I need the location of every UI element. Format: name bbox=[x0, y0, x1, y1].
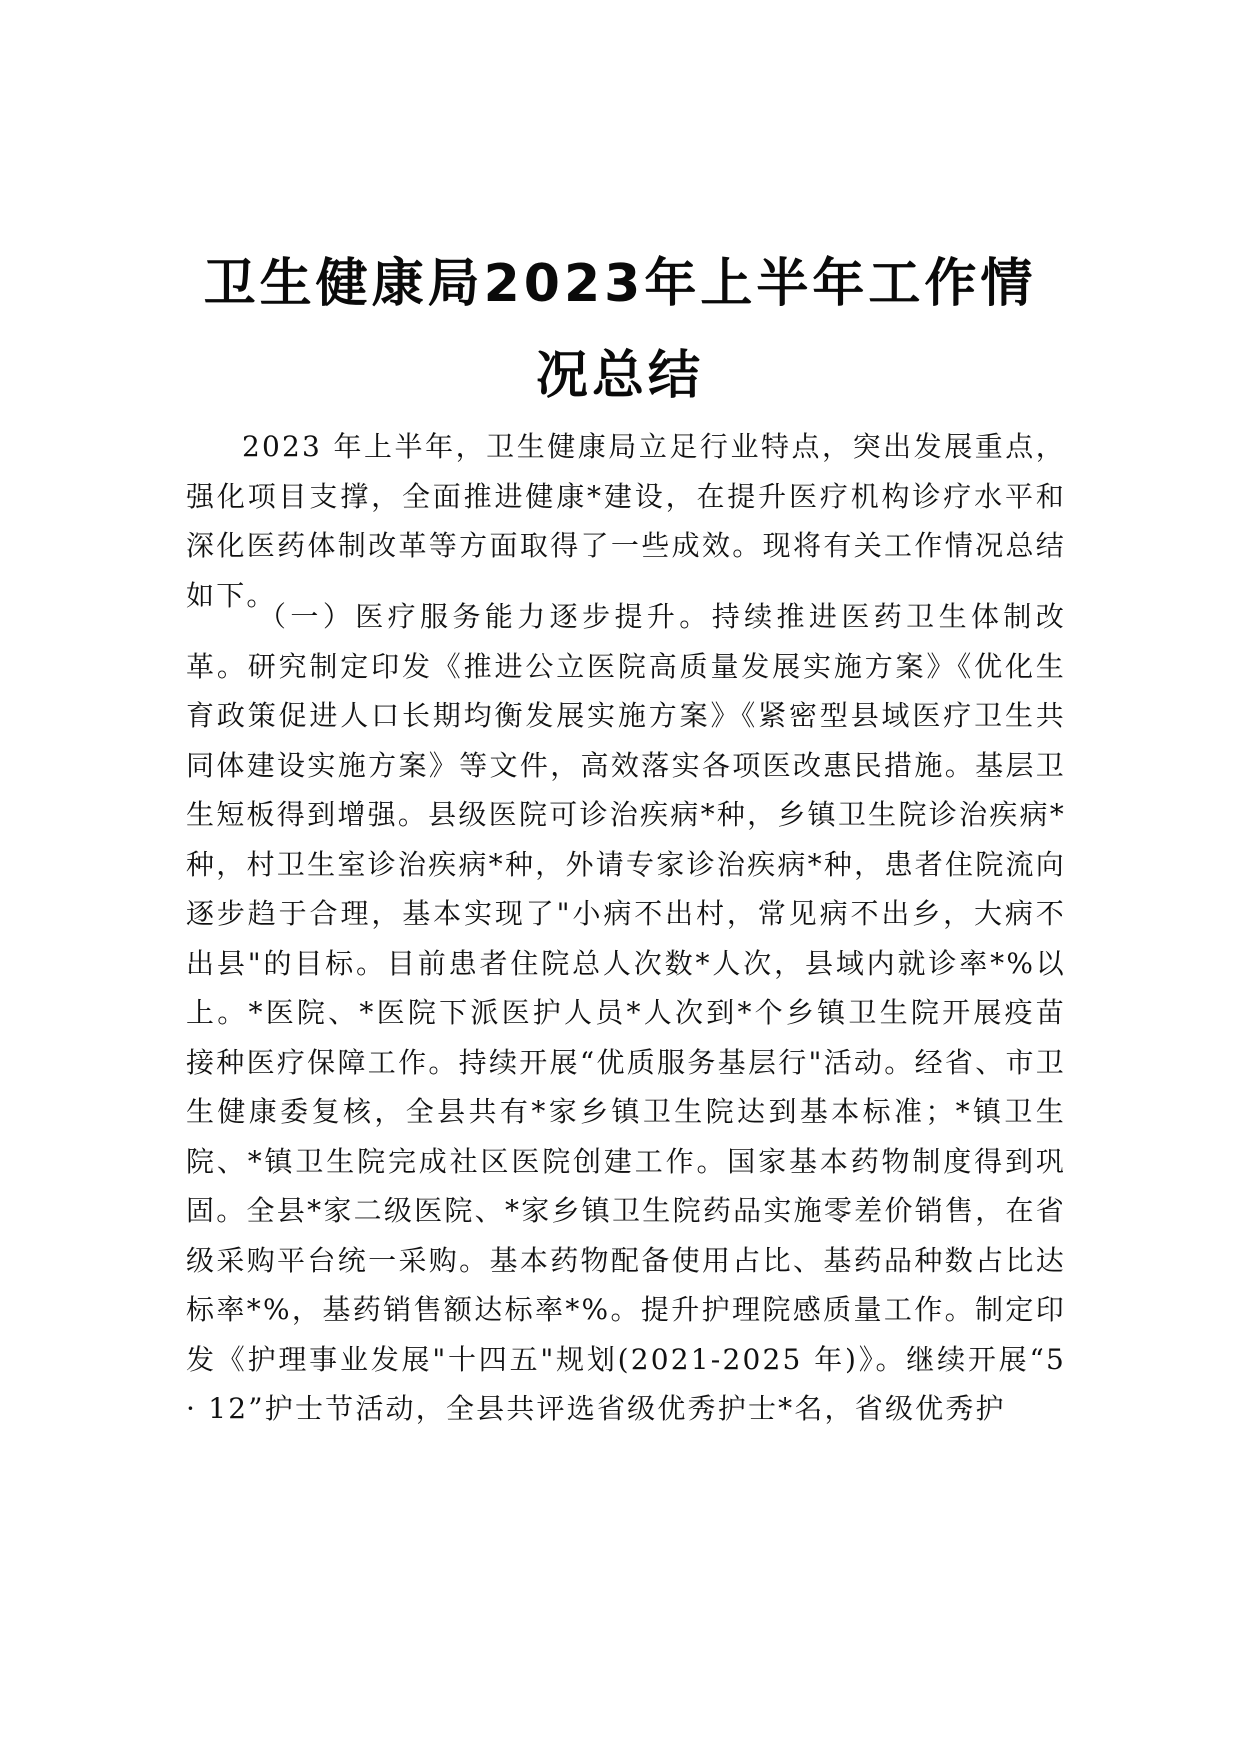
section-one-paragraph: （一）医疗服务能力逐步提升。持续推进医药卫生体制改革。研究制定印发《推进公立医院高质量发展实施方案》《优化生育政策促进人口长期均衡发展实施方案》《紧密型县域医疗卫生共同体建设实施方案》等文件，高效落实各项医改惠民措施。基层卫生短板得到增强。县级医院可诊治疾病*种，乡镇卫生院诊治疾病*种，村卫生室诊治疾病*种，外请专家诊治疾病*种，患者住院流向逐步趋于合理，基本实现了"小病不出村，常见病不出乡，大病不出县"的目标。目前患者住院总人次数*人次，县域内就诊率*%以上。*医院、*医院下派医护人员*人次到*个乡镇卫生院开展疫苗接种医疗保障工作。持续开展“优质服务基层行"活动。经省、市卫生健康委复核，全县共有*家乡镇卫生院达到基本标准；*镇卫生院、*镇卫生院完成社区医院创建工作。国家基本药物制度得到巩固。全县*家二级医院、*家乡镇卫生院药品实施零差价销售，在省级采购平台统一采购。基本药物配备使用占比、基药品种数占比达标率*%，基药销售额达标率*%。提升护理院感质量工作。制定印发《护理事业发展"十四五"规划(2021-2025 年)》。继续开展“5 · 12”护士节活动，全县共评选省级优秀护士*名，省级优秀护 bbox=[186, 600, 1066, 1425]
title-line-1: 卫生健康局2023年上半年工作情 bbox=[203, 254, 1037, 314]
title-line-2: 况总结 bbox=[535, 346, 704, 406]
intro-paragraph: 2023 年上半年，卫生健康局立足行业特点，突出发展重点，强化项目支撑，全面推进健康*建设，在提升医疗机构诊疗水平和深化医药体制改革等方面取得了一些成效。现将有关工作情况总结如下。 bbox=[186, 430, 1066, 612]
document-title bbox=[160, 238, 1080, 422]
